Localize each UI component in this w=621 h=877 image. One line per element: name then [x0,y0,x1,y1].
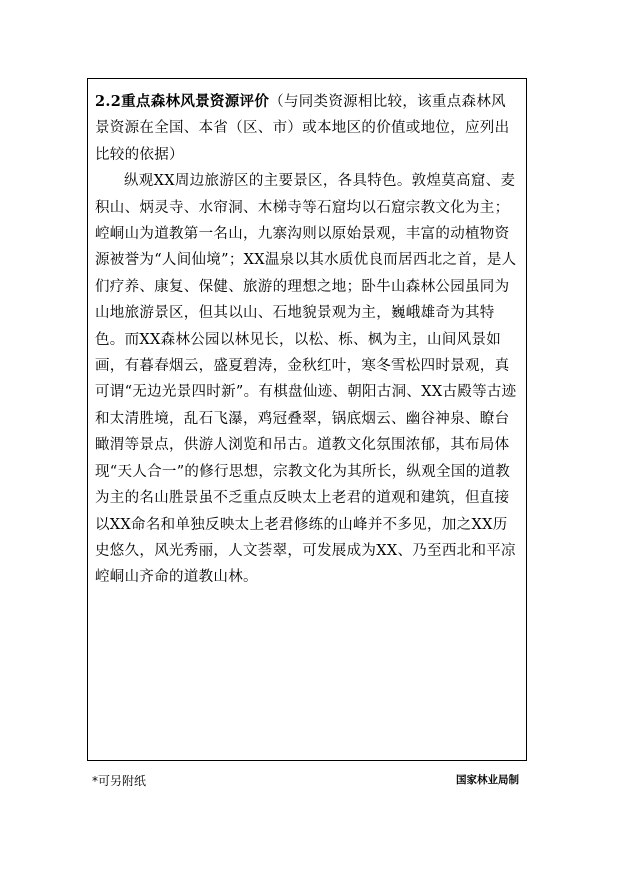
body-paragraph: 纵观XX周边旅游区的主要景区，各具特色。敦煌莫高窟、麦积山、炳灵寺、水帘洞、木梯寺等石窟均以石窟宗教文化为主；崆峒山为道教第一名山，九寨沟则以原始景观，丰富的动植物资源被誉为“人间仙境”；XX温泉以其水质优良而居西北之首，是人们疗养、康复、保健、旅游的理想之地；卧牛山森林公园虽同为山地旅游景区，但其以山、石地貌景观为主，巍峨雄奇为其特色。而XX森林公园以林见长，以松、栎、枫为主，山间风景如画，有暮春烟云，盛夏碧涛，金秋红叶，寒冬雪松四时景观，真可谓“无边光景四时新”。有棋盘仙迹、朝阳古洞、XX古殿等古迹和太清胜境，乱石飞瀑，鸡冠叠翠，锅底烟云、幽谷神泉、瞭台瞰渭等景点，供游人浏览和吊古。道教文化氛围浓郁，其布局体现“天人合一”的修行思想，宗教文化为其所长，纵观全国的道教为主的名山胜景虽不乏重点反映太上老君的道观和建筑，但直接以XX命名和单独反映太上老君修练的山峰并不多见，加之XX历史悠久，风光秀丽，人文荟翠，可发展成为XX、乃至西北和平凉崆峒山齐命的道教山林。 [95,173,517,586]
form-table-frame [87,78,527,761]
footer-publisher: 国家林业局制 [456,774,519,786]
section-note: （与同类资源相比较，该重点森林风景资源在全国、本省（区、市）或本地区的价值或地位，应列出比较的依据） [95,94,510,163]
footer-note: *可另附纸 [92,774,147,788]
section-title-block [95,89,520,168]
form-content [95,89,520,591]
section-heading: 2.2重点森林风景资源评价 [95,93,270,110]
